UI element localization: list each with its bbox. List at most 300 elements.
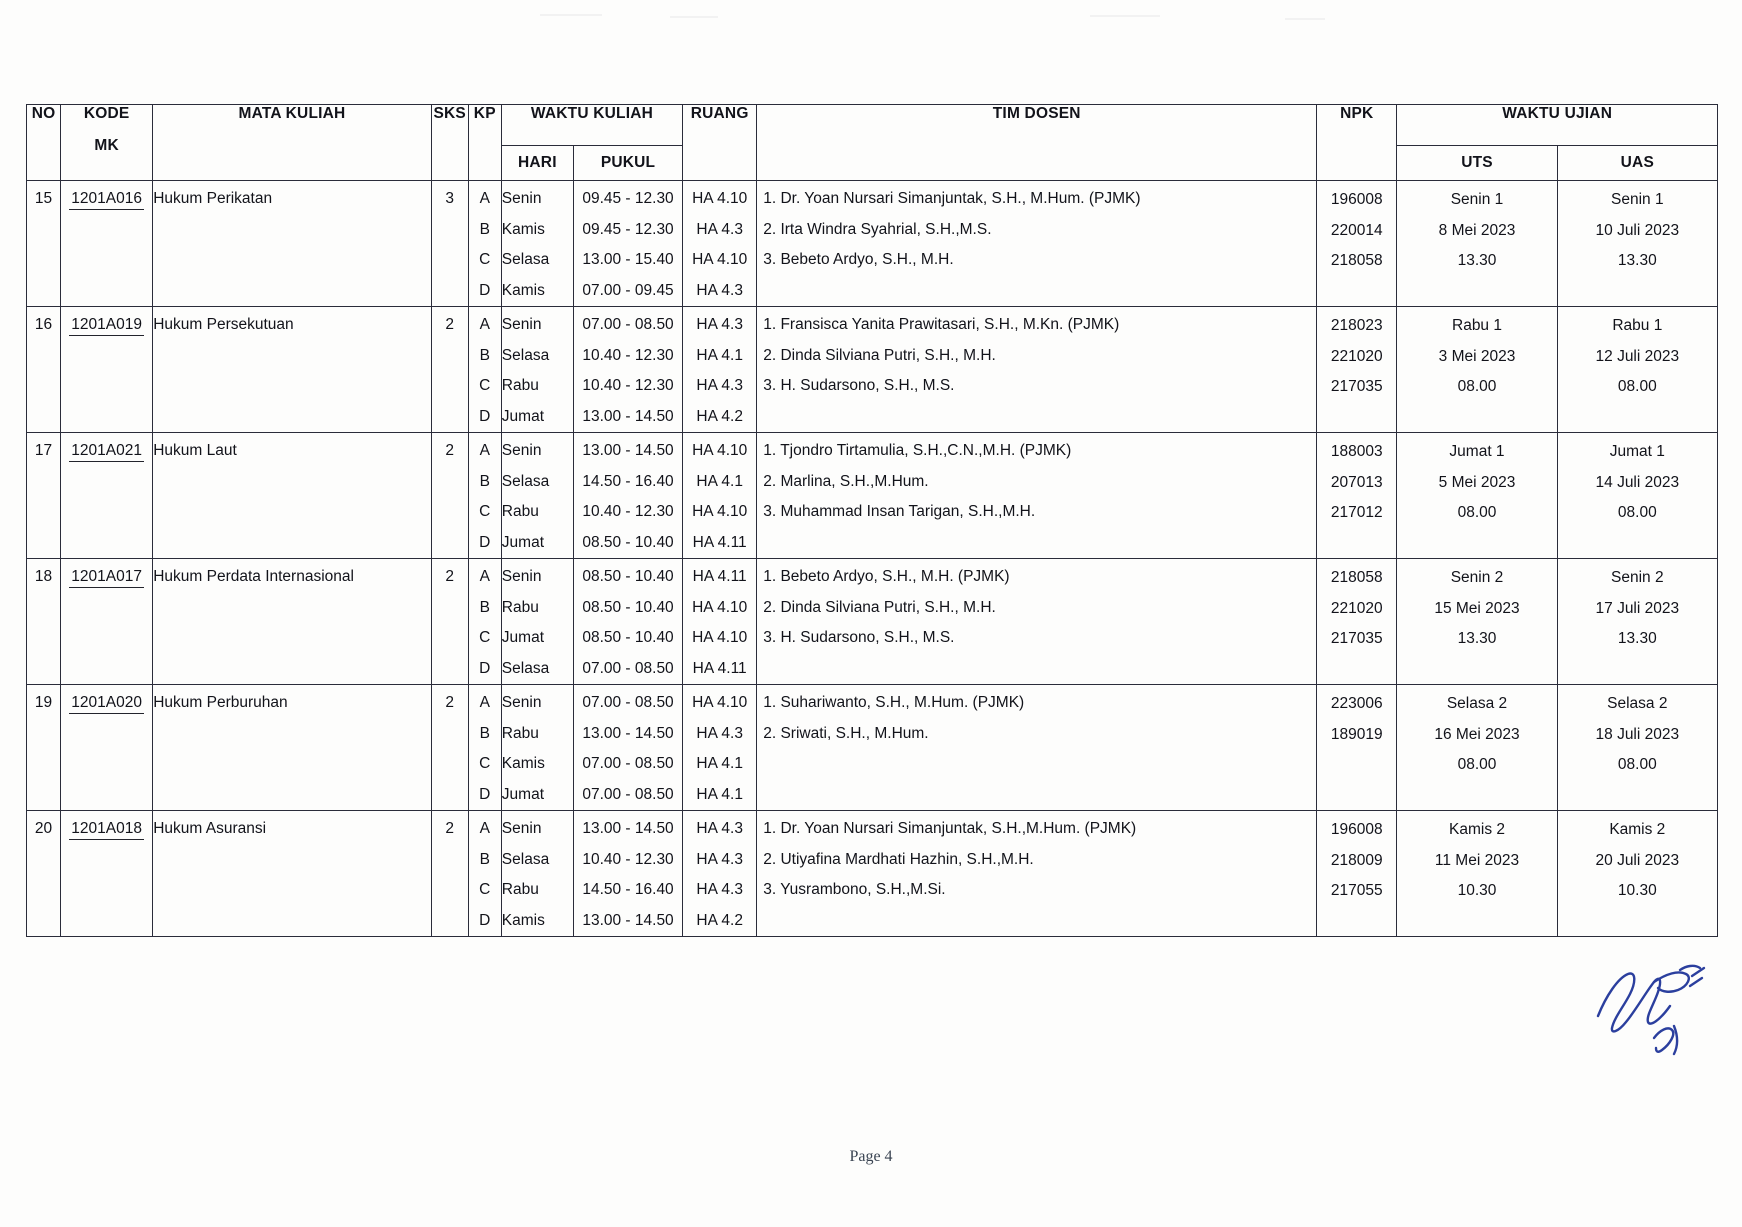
- kp-value: C: [479, 503, 491, 520]
- cell-uas: [1557, 559, 1717, 685]
- ruang-value: HA 4.3: [696, 881, 743, 898]
- uts-value: 08.00: [1457, 504, 1497, 521]
- tim-dosen-entry: 1. Tjondro Tirtamulia, S.H.,C.N.,M.H. (PJMK): [763, 442, 1072, 459]
- cell-hari: [501, 811, 573, 937]
- mata-kuliah-value: Hukum Persekutuan: [153, 316, 294, 333]
- kp-value: C: [479, 881, 491, 898]
- tim-dosen-entry: 2. Utiyafina Mardhati Hazhin, S.H.,M.H.: [763, 850, 1034, 868]
- npk-value: 221020: [1330, 347, 1383, 365]
- pukul-value: 14.50 - 16.40: [582, 472, 674, 490]
- cell-tim-dosen: [757, 559, 1317, 685]
- cell-no: [27, 181, 61, 307]
- kode-mk-value: 1201A020: [69, 693, 144, 714]
- pukul-value: 07.00 - 08.50: [582, 755, 674, 772]
- uas-value: Jumat 1: [1609, 443, 1665, 460]
- tim-dosen-entry: 1. Suhariwanto, S.H., M.Hum. (PJMK): [763, 694, 1025, 711]
- pukul-value: 09.45 - 12.30: [582, 190, 674, 207]
- header-waktu-ujian: WAKTU UJIAN: [1397, 105, 1718, 146]
- cell-mata-kuliah: [153, 811, 431, 937]
- uts-value: Rabu 1: [1452, 317, 1502, 334]
- cell-pukul: [573, 811, 682, 937]
- cell-kode-mk: [61, 433, 153, 559]
- pukul-value: 08.50 - 10.40: [582, 533, 674, 551]
- header-sks: SKS: [431, 105, 468, 181]
- uas-value: 13.30: [1617, 630, 1657, 647]
- course-schedule-sheet: [26, 104, 1718, 937]
- uas-value: 08.00: [1617, 378, 1657, 395]
- uas-value: 20 Juli 2023: [1595, 851, 1680, 869]
- npk-value: 217035: [1330, 630, 1383, 647]
- npk-value: 196008: [1330, 191, 1383, 208]
- cell-mata-kuliah: [153, 559, 431, 685]
- uts-value: 8 Mei 2023: [1438, 221, 1516, 239]
- sks-value: 2: [445, 316, 455, 333]
- kode-mk-value: 1201A019: [69, 315, 144, 336]
- row-number: 18: [34, 568, 53, 585]
- scan-artifact: [670, 16, 718, 18]
- ruang-value: HA 4.10: [692, 190, 748, 207]
- npk-value: 223006: [1330, 695, 1383, 712]
- tim-dosen-entry: 2. Marlina, S.H.,M.Hum.: [763, 472, 929, 490]
- cell-tim-dosen: [757, 307, 1317, 433]
- npk-value: 189019: [1330, 725, 1383, 743]
- hari-value: Selasa: [501, 346, 550, 364]
- cell-no: [27, 307, 61, 433]
- cell-kode-mk: [61, 559, 153, 685]
- uts-value: 08.00: [1457, 378, 1497, 395]
- sks-value: 2: [445, 568, 455, 585]
- header-kode-line2: MK: [94, 137, 119, 154]
- cell-kp: [468, 559, 501, 685]
- header-tim-dosen: TIM DOSEN: [757, 105, 1317, 181]
- cell-mata-kuliah: [153, 433, 431, 559]
- pukul-value: 08.50 - 10.40: [582, 598, 674, 616]
- kp-value: B: [479, 472, 490, 490]
- pukul-value: 07.00 - 08.50: [582, 785, 674, 803]
- cell-pukul: [573, 559, 682, 685]
- tim-dosen-entry: 3. Yusrambono, S.H.,M.Si.: [763, 881, 946, 898]
- hari-value: Rabu: [501, 598, 539, 616]
- uas-value: 12 Juli 2023: [1595, 347, 1680, 365]
- cell-hari: [501, 433, 573, 559]
- uas-value: 18 Juli 2023: [1595, 725, 1680, 743]
- row-number: 19: [34, 694, 53, 711]
- npk-value: 196008: [1330, 821, 1383, 838]
- uas-value: Senin 1: [1611, 191, 1664, 208]
- ruang-value: HA 4.2: [696, 407, 743, 425]
- ruang-value: HA 4.1: [696, 472, 743, 490]
- cell-uas: [1557, 685, 1717, 811]
- kode-mk-wrap: [61, 181, 152, 215]
- pukul-value: 13.00 - 15.40: [582, 251, 674, 268]
- cell-npk: [1317, 307, 1397, 433]
- cell-ruang: [683, 559, 757, 685]
- cell-hari: [501, 181, 573, 307]
- cell-kp: [468, 433, 501, 559]
- cell-mata-kuliah: [153, 685, 431, 811]
- cell-uts: [1397, 685, 1557, 811]
- cell-pukul: [573, 685, 682, 811]
- ruang-value: HA 4.10: [692, 251, 748, 268]
- ruang-value: HA 4.10: [692, 503, 748, 520]
- hari-value: Jumat: [501, 785, 545, 803]
- header-npk: NPK: [1317, 105, 1397, 181]
- cell-uts: [1397, 307, 1557, 433]
- uts-value: 16 Mei 2023: [1434, 725, 1520, 743]
- cell-npk: [1317, 685, 1397, 811]
- page-footer: Page 4: [849, 1148, 893, 1165]
- hari-value: Rabu: [501, 724, 539, 742]
- cell-npk: [1317, 181, 1397, 307]
- row-number: 20: [34, 820, 53, 837]
- cell-kode-mk: [61, 685, 153, 811]
- header-pukul: PUKUL: [573, 146, 682, 181]
- cell-uas: [1557, 811, 1717, 937]
- pukul-value: 10.40 - 12.30: [582, 346, 674, 364]
- ruang-value: HA 4.11: [692, 568, 747, 585]
- cell-npk: [1317, 433, 1397, 559]
- kode-mk-wrap: [61, 685, 152, 719]
- uas-value: 08.00: [1617, 504, 1657, 521]
- cell-uts: [1397, 811, 1557, 937]
- ruang-value: HA 4.2: [696, 911, 743, 929]
- ruang-value: HA 4.11: [692, 659, 747, 677]
- hari-value: Senin: [501, 442, 542, 459]
- cell-no: [27, 433, 61, 559]
- uas-value: 08.00: [1617, 756, 1657, 773]
- kode-mk-wrap: [61, 811, 152, 845]
- kode-mk-wrap: [61, 433, 152, 467]
- npk-value: 218058: [1330, 569, 1383, 586]
- kp-value: D: [479, 785, 491, 803]
- row-number: 16: [34, 316, 53, 333]
- kp-value: B: [479, 724, 490, 742]
- npk-value: 217055: [1330, 882, 1383, 899]
- kode-mk-value: 1201A016: [69, 189, 144, 210]
- cell-no: [27, 811, 61, 937]
- ruang-value: HA 4.3: [696, 850, 743, 868]
- kode-mk-value: 1201A018: [69, 819, 144, 840]
- table-header: [27, 105, 1718, 181]
- uts-value: Senin 1: [1450, 191, 1504, 208]
- npk-value: 218009: [1330, 851, 1383, 869]
- cell-npk: [1317, 559, 1397, 685]
- tim-dosen-entry: 3. H. Sudarsono, S.H., M.S.: [763, 629, 955, 646]
- cell-hari: [501, 307, 573, 433]
- hari-value: Kamis: [501, 281, 545, 299]
- uts-value: 08.00: [1457, 756, 1497, 773]
- table-row: [27, 559, 1718, 685]
- tim-dosen-entry: 3. Muhammad Insan Tarigan, S.H.,M.H.: [763, 503, 1036, 520]
- table-row: [27, 685, 1718, 811]
- hari-value: Selasa: [501, 472, 550, 490]
- ruang-value: HA 4.3: [696, 316, 743, 333]
- ruang-value: HA 4.10: [692, 694, 748, 711]
- hari-value: Jumat: [501, 407, 545, 425]
- cell-sks: [431, 685, 468, 811]
- uts-value: 5 Mei 2023: [1438, 473, 1516, 491]
- cell-uas: [1557, 181, 1717, 307]
- uts-value: 15 Mei 2023: [1434, 599, 1520, 617]
- ruang-value: HA 4.3: [696, 281, 743, 299]
- hari-value: Kamis: [501, 755, 545, 772]
- npk-value: 220014: [1330, 221, 1383, 239]
- cell-uts: [1397, 433, 1557, 559]
- pukul-value: 13.00 - 14.50: [582, 407, 674, 425]
- npk-value: 217012: [1330, 504, 1383, 521]
- kp-value: B: [479, 220, 490, 238]
- table-row: [27, 181, 1718, 307]
- cell-kp: [468, 811, 501, 937]
- hari-value: Kamis: [501, 911, 545, 929]
- ruang-value: HA 4.1: [696, 755, 743, 772]
- kp-value: A: [479, 820, 490, 837]
- pukul-value: 07.00 - 08.50: [582, 659, 674, 677]
- hari-value: Senin: [501, 694, 542, 711]
- uts-value: 11 Mei 2023: [1434, 851, 1520, 869]
- hari-value: Jumat: [501, 533, 545, 551]
- mata-kuliah-value: Hukum Asuransi: [153, 820, 267, 837]
- kp-value: B: [479, 346, 490, 364]
- pukul-value: 10.40 - 12.30: [582, 377, 674, 394]
- uas-value: 14 Juli 2023: [1595, 473, 1680, 491]
- cell-tim-dosen: [757, 181, 1317, 307]
- cell-ruang: [683, 811, 757, 937]
- uas-value: 10.30: [1617, 882, 1657, 899]
- uas-value: 17 Juli 2023: [1595, 599, 1680, 617]
- cell-kp: [468, 181, 501, 307]
- kp-value: C: [479, 251, 491, 268]
- pukul-value: 10.40 - 12.30: [582, 503, 674, 520]
- sks-value: 2: [445, 442, 455, 459]
- hari-value: Senin: [501, 190, 542, 207]
- cell-kode-mk: [61, 811, 153, 937]
- hari-value: Rabu: [501, 503, 539, 520]
- pukul-value: 14.50 - 16.40: [582, 881, 674, 898]
- header-no: NO: [27, 105, 61, 181]
- cell-tim-dosen: [757, 685, 1317, 811]
- hari-value: Rabu: [501, 881, 539, 898]
- kp-value: C: [479, 377, 491, 394]
- hari-value: Senin: [501, 316, 542, 333]
- cell-kp: [468, 307, 501, 433]
- row-number: 15: [34, 190, 53, 207]
- header-ruang: RUANG: [683, 105, 757, 181]
- uts-value: Selasa 2: [1446, 695, 1508, 712]
- kp-value: A: [479, 694, 490, 711]
- uas-value: Rabu 1: [1612, 317, 1663, 334]
- pukul-value: 13.00 - 14.50: [582, 820, 674, 837]
- sks-value: 3: [445, 190, 455, 207]
- cell-hari: [501, 685, 573, 811]
- scan-artifact: [1090, 15, 1160, 17]
- mata-kuliah-value: Hukum Perburuhan: [153, 694, 288, 711]
- header-uts: UTS: [1397, 146, 1557, 181]
- kp-value: C: [479, 629, 491, 646]
- kp-value: D: [479, 281, 491, 299]
- uts-value: Jumat 1: [1449, 443, 1505, 460]
- handwritten-signature: [1592, 952, 1712, 1062]
- uas-value: Kamis 2: [1609, 821, 1666, 838]
- mata-kuliah-value: Hukum Perikatan: [153, 190, 273, 207]
- cell-kode-mk: [61, 181, 153, 307]
- pukul-value: 07.00 - 08.50: [582, 694, 674, 711]
- pukul-value: 08.50 - 10.40: [582, 568, 674, 585]
- pukul-value: 07.00 - 08.50: [582, 316, 674, 333]
- cell-mata-kuliah: [153, 307, 431, 433]
- table-row: [27, 433, 1718, 559]
- cell-pukul: [573, 307, 682, 433]
- ruang-value: HA 4.1: [696, 785, 743, 803]
- cell-pukul: [573, 433, 682, 559]
- kp-value: D: [479, 659, 491, 677]
- tim-dosen-entry: 1. Dr. Yoan Nursari Simanjuntak, S.H., M.Hum. (PJMK): [763, 190, 1141, 207]
- kp-value: D: [479, 911, 491, 929]
- cell-sks: [431, 559, 468, 685]
- cell-tim-dosen: [757, 433, 1317, 559]
- uts-value: 3 Mei 2023: [1438, 347, 1516, 365]
- header-mata-kuliah: MATA KULIAH: [153, 105, 431, 181]
- cell-uas: [1557, 433, 1717, 559]
- hari-value: Senin: [501, 568, 542, 585]
- hari-value: Senin: [501, 820, 542, 837]
- pukul-value: 08.50 - 10.40: [582, 629, 674, 646]
- cell-ruang: [683, 307, 757, 433]
- course-schedule-table: [26, 104, 1718, 937]
- tim-dosen-entry: 3. H. Sudarsono, S.H., M.S.: [763, 377, 955, 394]
- cell-sks: [431, 811, 468, 937]
- hari-value: Jumat: [501, 629, 545, 646]
- row-number: 17: [34, 442, 53, 459]
- uts-value: Senin 2: [1450, 569, 1504, 586]
- tim-dosen-entry: 1. Dr. Yoan Nursari Simanjuntak, S.H.,M.Hum. (PJMK): [763, 820, 1137, 837]
- cell-sks: [431, 433, 468, 559]
- header-kode-mk: [61, 105, 153, 181]
- cell-mata-kuliah: [153, 181, 431, 307]
- table-row: [27, 307, 1718, 433]
- uas-value: 13.30: [1617, 252, 1657, 269]
- mata-kuliah-value: Hukum Perdata Internasional: [153, 568, 354, 585]
- header-kode-line1: KODE: [83, 105, 130, 122]
- uts-value: 13.30: [1457, 630, 1497, 647]
- tim-dosen-entry: 1. Fransisca Yanita Prawitasari, S.H., M.Kn. (PJMK): [763, 316, 1120, 333]
- pukul-value: 13.00 - 14.50: [582, 442, 674, 459]
- ruang-value: HA 4.3: [696, 220, 743, 238]
- uts-value: 13.30: [1457, 252, 1497, 269]
- table-row: [27, 811, 1718, 937]
- cell-no: [27, 559, 61, 685]
- cell-pukul: [573, 181, 682, 307]
- uas-value: Senin 2: [1611, 569, 1664, 586]
- tim-dosen-entry: 2. Dinda Silviana Putri, S.H., M.H.: [763, 598, 996, 616]
- cell-uts: [1397, 559, 1557, 685]
- hari-value: Rabu: [501, 377, 539, 394]
- tim-dosen-entry: 2. Irta Windra Syahrial, S.H.,M.S.: [763, 220, 992, 238]
- kp-value: A: [479, 442, 490, 459]
- kode-mk-value: 1201A017: [69, 567, 144, 588]
- hari-value: Selasa: [501, 659, 550, 677]
- kp-value: A: [479, 190, 490, 207]
- tim-dosen-entry: 3. Bebeto Ardyo, S.H., M.H.: [763, 251, 954, 268]
- cell-uts: [1397, 181, 1557, 307]
- tim-dosen-entry: 2. Dinda Silviana Putri, S.H., M.H.: [763, 346, 996, 364]
- kp-value: A: [479, 316, 490, 333]
- pukul-value: 10.40 - 12.30: [582, 850, 674, 868]
- ruang-value: HA 4.3: [696, 724, 743, 742]
- kp-value: A: [479, 568, 490, 585]
- npk-value: 188003: [1330, 443, 1383, 460]
- npk-value: 218058: [1330, 252, 1383, 269]
- ruang-value: HA 4.10: [692, 598, 748, 616]
- ruang-value: HA 4.10: [692, 629, 748, 646]
- npk-value: 207013: [1330, 473, 1383, 491]
- hari-value: Kamis: [501, 220, 545, 238]
- uas-value: Selasa 2: [1607, 695, 1668, 712]
- kp-value: B: [479, 598, 490, 616]
- cell-tim-dosen: [757, 811, 1317, 937]
- ruang-value: HA 4.11: [692, 533, 747, 551]
- cell-npk: [1317, 811, 1397, 937]
- tim-dosen-entry: 2. Sriwati, S.H., M.Hum.: [763, 724, 929, 742]
- tim-dosen-entry: 1. Bebeto Ardyo, S.H., M.H. (PJMK): [763, 568, 1010, 585]
- cell-hari: [501, 559, 573, 685]
- kode-mk-wrap: [61, 559, 152, 593]
- kp-value: D: [479, 533, 491, 551]
- pukul-value: 09.45 - 12.30: [582, 220, 674, 238]
- npk-value: 217035: [1330, 378, 1383, 395]
- table-body: [27, 181, 1718, 937]
- ruang-value: HA 4.3: [696, 377, 743, 394]
- cell-uas: [1557, 307, 1717, 433]
- sks-value: 2: [445, 820, 455, 837]
- ruang-value: HA 4.3: [696, 820, 743, 837]
- header-uas: UAS: [1557, 146, 1717, 181]
- scan-artifact: [540, 14, 602, 16]
- cell-sks: [431, 181, 468, 307]
- uts-value: 10.30: [1457, 882, 1497, 899]
- pukul-value: 07.00 - 09.45: [582, 281, 674, 299]
- kode-mk-wrap: [61, 307, 152, 341]
- kp-value: D: [479, 407, 491, 425]
- npk-value: 218023: [1330, 317, 1383, 334]
- hari-value: Selasa: [501, 850, 550, 868]
- ruang-value: HA 4.10: [692, 442, 748, 459]
- pukul-value: 13.00 - 14.50: [582, 911, 674, 929]
- cell-ruang: [683, 181, 757, 307]
- mata-kuliah-value: Hukum Laut: [153, 442, 237, 459]
- cell-kode-mk: [61, 307, 153, 433]
- cell-ruang: [683, 433, 757, 559]
- header-kp: KP: [468, 105, 501, 181]
- hari-value: Selasa: [501, 251, 550, 268]
- npk-value: 221020: [1330, 599, 1383, 617]
- kp-value: B: [479, 850, 490, 868]
- sks-value: 2: [445, 694, 455, 711]
- uts-value: Kamis 2: [1449, 821, 1505, 838]
- cell-kp: [468, 685, 501, 811]
- cell-sks: [431, 307, 468, 433]
- ruang-value: HA 4.1: [696, 346, 743, 364]
- header-waktu-kuliah: WAKTU KULIAH: [501, 105, 682, 146]
- kode-mk-value: 1201A021: [69, 441, 144, 462]
- pukul-value: 13.00 - 14.50: [582, 724, 674, 742]
- kp-value: C: [479, 755, 491, 772]
- cell-ruang: [683, 685, 757, 811]
- uas-value: 10 Juli 2023: [1595, 221, 1680, 239]
- header-hari: HARI: [501, 146, 573, 181]
- cell-no: [27, 685, 61, 811]
- scan-artifact: [1285, 18, 1325, 20]
